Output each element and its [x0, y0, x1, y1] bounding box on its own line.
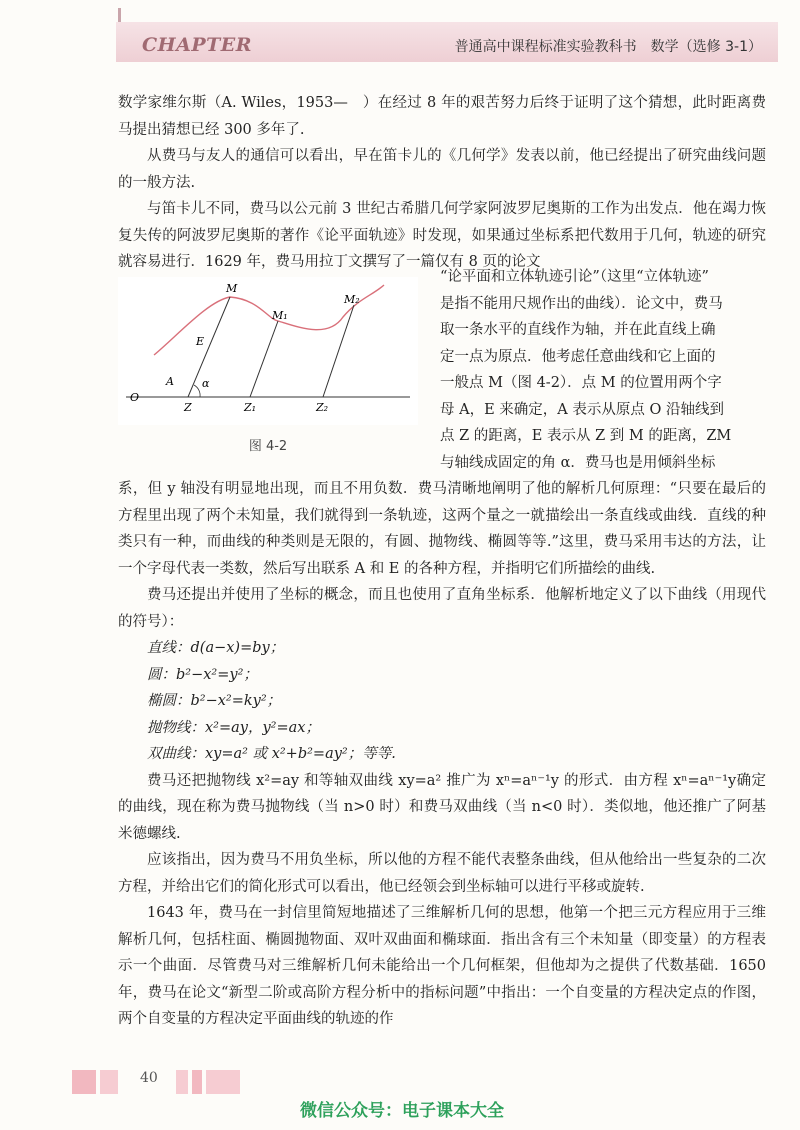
figure-pane [118, 277, 418, 425]
paragraph-7: 应该指出，因为费马不用负坐标，所以他的方程不能代表整条曲线，但从他给出一些复杂的二次方程，并给出它们的简化形式可以看出，他已经领会到坐标轴可以进行平移或旋转. [118, 852, 766, 895]
main-text [118, 90, 766, 276]
footer-block [206, 1070, 240, 1094]
paragraph-1: 数学家维尔斯（A. Wiles，1953— ）在经过 8 年的艰苦努力后终于证明了这个猜想，此时距离费马提出猜想已经 300 多年了. [118, 95, 766, 138]
paragraph-8: 1643 年，费马在一封信里简短地描述了三维解析几何的思想，他第一个把三元方程应用于三维解析几何，包括柱面、椭圆抛物面、双叶双曲面和椭球面．指出含有三个未知量（即变量）的方程表示一个曲面．尽管费马对三维解析几何未能给出一个几何框架，但他却为之提供了代数基础．1650 年，费马在论文“新型二阶或高阶方程分析中的指标问题”中指出：一个自变量的方程决定点的作图，两个自变量的方程决定平面曲线的轨迹的作 [118, 905, 766, 1027]
footer-block [72, 1070, 96, 1094]
formula-hyperbola: 双曲线：xy=a² 或 x²+b²=ay²；等等. [147, 746, 396, 762]
side-line: 母 A，E 来确定，A 表示从原点 O 沿轴线到 [440, 401, 724, 418]
paragraph-5: 费马还提出并使用了坐标的概念，而且也使用了直角坐标系．他解析地定义了以下曲线（用现代的符号）： [118, 587, 766, 630]
footer-block [176, 1070, 188, 1094]
side-line: 一般点 M（图 4-2）．点 M 的位置用两个字 [440, 375, 722, 391]
label-Z2: Z₂ [316, 401, 329, 414]
side-line: 取一条水平的直线作为轴，并在此直线上确 [440, 322, 716, 338]
formula-line: 直线：d(a−x)=by； [147, 640, 285, 656]
side-line: 与轴线成固定的角 α．费马也是用倾斜坐标 [440, 454, 716, 471]
side-line: 定一点为原点．他考虑任意曲线和它上面的 [440, 348, 716, 365]
main-text-continued [118, 476, 766, 1033]
page-footer [0, 1060, 800, 1130]
segment-Z2M2 [323, 305, 354, 397]
label-M1: M₁ [272, 309, 288, 322]
footer-block [100, 1070, 118, 1094]
paragraph-6: 费马还把抛物线 x²=ay 和等轴双曲线 xy=a² 推广为 xⁿ=aⁿ⁻¹y 的形式．由方程 xⁿ=aⁿ⁻¹y确定的曲线，现在称为费马抛物线（当 n>0 时）和费马双曲线（当 n<0 时）．类似地，他还推广了阿基米德螺线. [118, 772, 766, 842]
formula-ellipse: 椭圆：b²−x²=ky²； [147, 693, 282, 709]
side-line: 是指不能用尺规作出的曲线）．论文中，费马 [440, 295, 723, 312]
formula-circle: 圆：b²−x²=y²； [147, 666, 258, 683]
angle-arc [194, 385, 200, 397]
paragraph-4: 系，但 y 轴没有明显地出现，而且不用负数．费马清晰地阐明了他的解析几何原理：“只要在最后的方程里出现了两个未知量，我们就得到一条轨迹，这两个量之一就描绘出一条直线或曲线．直线的种类只有一种，而曲线的种类则是无限的，有圆、抛物线、椭圆等等.”这里，费马采用韦达的方法，让一个字母代表一类数，然后写出联系 A 和 E 的各种方程，并指明它们所描绘的曲线. [118, 481, 766, 577]
figure-diagram [118, 277, 418, 425]
footer-block [192, 1070, 202, 1094]
segment-Z1M1 [250, 321, 278, 397]
label-Z1: Z₁ [244, 401, 257, 414]
formula-parabola: 抛物线：x²=ay，y²=ax； [147, 719, 320, 736]
figure-caption: 图 4-2 [248, 439, 288, 454]
label-A: A [166, 375, 174, 388]
side-line: 点 Z 的距离，E 表示从 Z 到 M 的距离，ZM [440, 428, 732, 444]
book-title: 普通高中课程标准实验教科书 数学（选修 3-1） [454, 39, 762, 55]
paragraph-2: 从费马与友人的通信可以看出，早在笛卡儿的《几何学》发表以前，他已经提出了研究曲线问题的一般方法. [118, 148, 766, 191]
label-alpha: α [202, 377, 210, 390]
wechat-caption: 微信公众号：电子课本大全 [300, 1101, 504, 1121]
label-E: E [196, 335, 205, 348]
label-M2: M₂ [344, 293, 360, 306]
paragraph-3: 与笛卡儿不同，费马以公元前 3 世纪古希腊几何学家阿波罗尼奥斯的工作为出发点．他在竭力恢复失传的阿波罗尼奥斯的著作《论平面轨迹》时发现，如果通过坐标系把代数用于几何，轨迹的研究就容易进行．1629 年，费马用拉丁文撰写了一篇仅有 8 页的论文 [118, 201, 766, 270]
page-number: 40 [140, 1070, 158, 1086]
label-Z: Z [184, 401, 192, 414]
label-M: M [226, 282, 238, 295]
chapter-label: CHAPTER [142, 34, 253, 56]
page-header [0, 0, 800, 66]
figure-4-2 [118, 277, 418, 455]
label-O: O [130, 391, 140, 404]
side-line: “论平面和立体轨迹引论”（这里“立体轨迹” [440, 269, 709, 285]
side-text [440, 264, 766, 476]
